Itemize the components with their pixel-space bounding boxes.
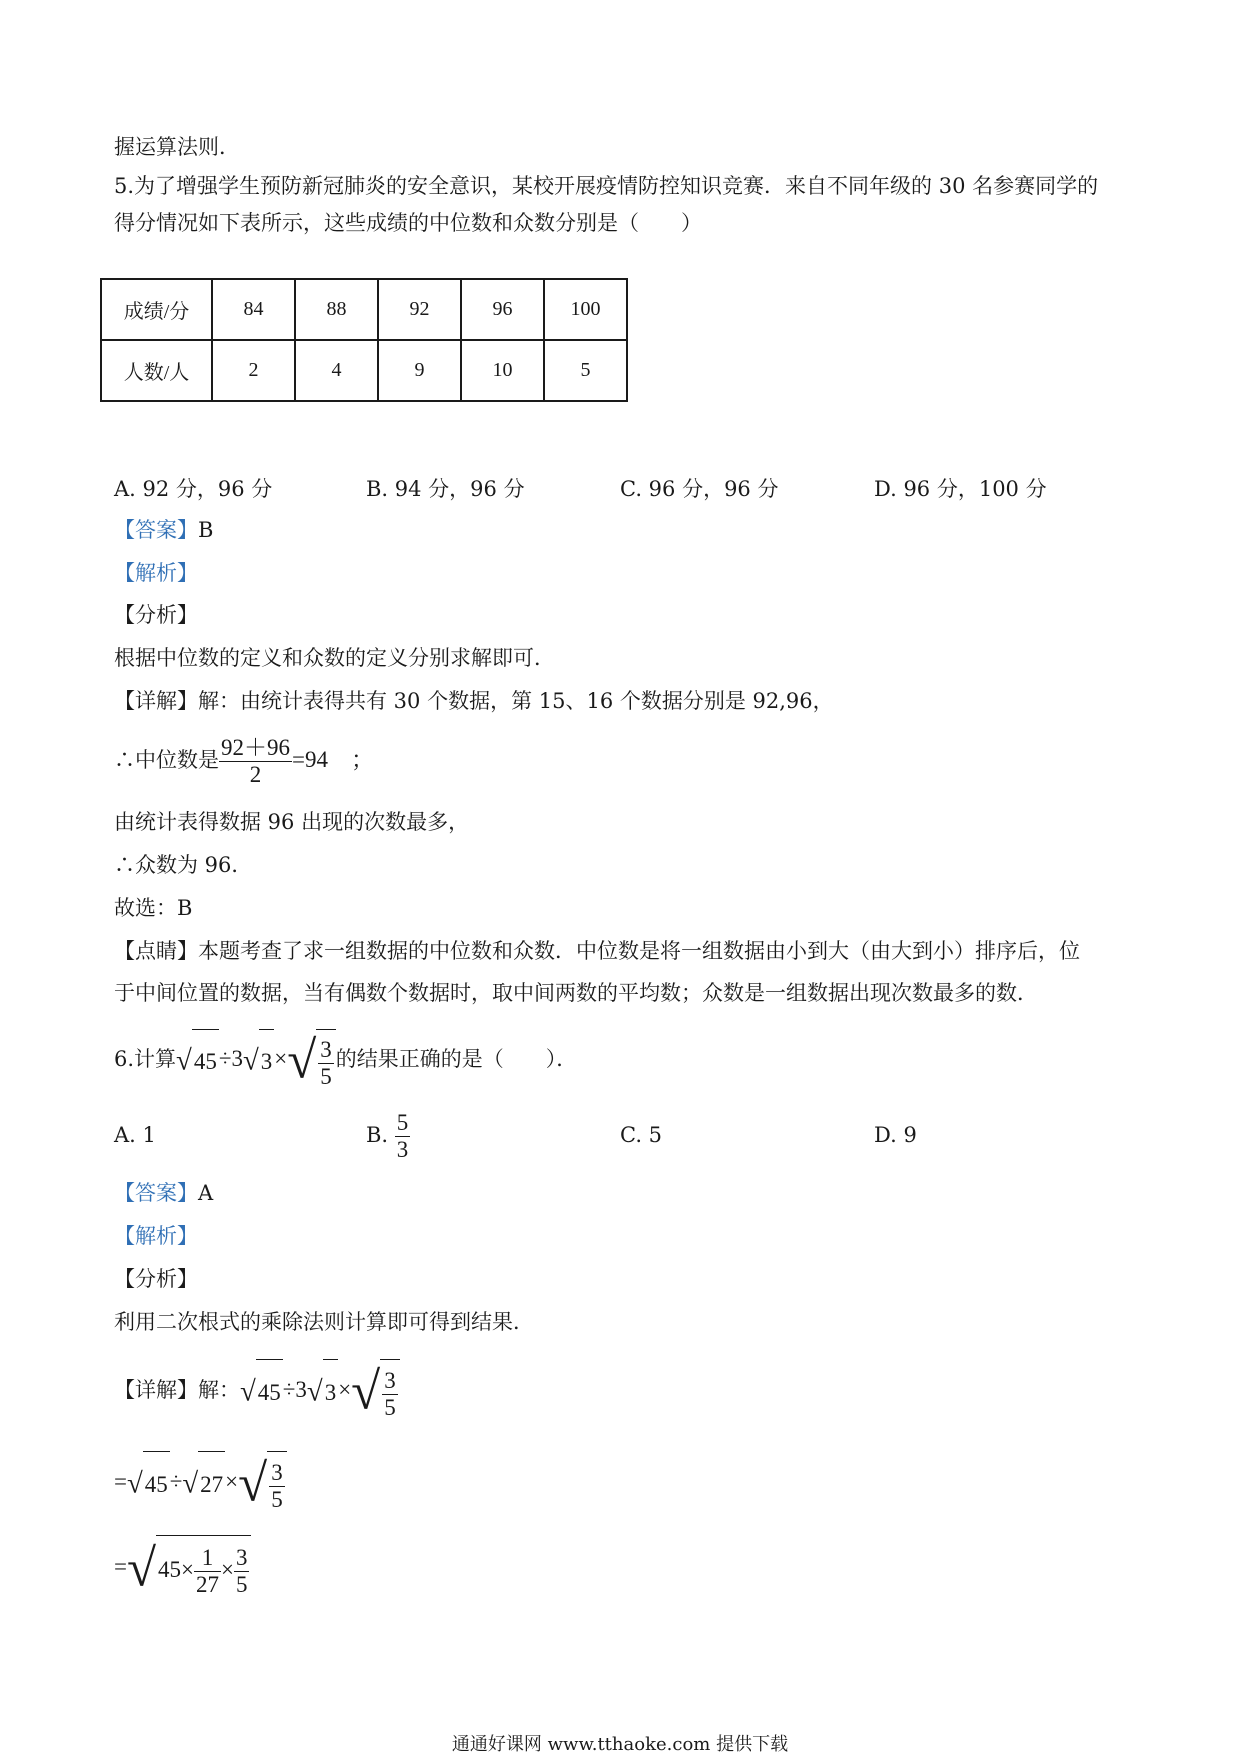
q5-detail: 【详解】解：由统计表得共有 30 个数据，第 15、16 个数据分别是 92,96， bbox=[114, 689, 834, 713]
q5-choice-a: A. 92 分，96 分 bbox=[114, 477, 273, 501]
q5-answer bbox=[114, 515, 213, 545]
sqrt-3 bbox=[307, 1358, 338, 1425]
radical-icon: √ bbox=[287, 1031, 317, 1090]
radical-icon: √ bbox=[126, 1468, 143, 1501]
detail-expression bbox=[240, 1362, 400, 1421]
table-cell: 4 bbox=[295, 340, 378, 401]
answer-value: A bbox=[198, 1181, 214, 1205]
q6-expression bbox=[176, 1031, 336, 1090]
operator: ÷ bbox=[218, 1046, 232, 1071]
equals: = bbox=[114, 1469, 127, 1494]
answer-tag: 【答案】 bbox=[114, 518, 198, 542]
sqrt-45 bbox=[127, 1450, 170, 1517]
operator: × bbox=[221, 1557, 234, 1583]
radical-icon: √ bbox=[240, 1376, 256, 1409]
score-table bbox=[100, 278, 628, 402]
q6-choice-b bbox=[366, 1102, 410, 1168]
radical-icon: √ bbox=[238, 1454, 268, 1513]
table-cell: 9 bbox=[378, 340, 461, 401]
coefficient: 3 bbox=[295, 1377, 307, 1402]
q6-fenxi-text: 利用二次根式的乘除法则计算即可得到结果． bbox=[114, 1310, 534, 1334]
sqrt-fraction bbox=[238, 1450, 287, 1517]
fraction-numerator: 3 bbox=[234, 1545, 250, 1572]
q5-choice-b: B. 94 分，96 分 bbox=[366, 477, 525, 501]
q5-stem-line2: 得分情况如下表所示，这些成绩的中位数和众数分别是（ ） bbox=[114, 211, 702, 235]
q5-fenxi-text: 根据中位数的定义和众数的定义分别求解即可． bbox=[114, 646, 555, 670]
median-prefix: ∴中位数是 bbox=[114, 748, 219, 772]
fraction-denominator: 27 bbox=[196, 1572, 219, 1598]
detail-prefix: 【详解】解： bbox=[114, 1378, 240, 1402]
operator: ÷ bbox=[169, 1469, 183, 1494]
radical-icon: √ bbox=[182, 1468, 199, 1501]
q5-choice-d: D. 96 分，100 分 bbox=[874, 477, 1047, 501]
table-cell: 2 bbox=[212, 340, 295, 401]
fraction bbox=[234, 1545, 250, 1599]
sqrt-45 bbox=[240, 1358, 283, 1425]
radical-icon: √ bbox=[306, 1376, 323, 1409]
table-cell: 84 bbox=[212, 279, 295, 340]
fraction-denominator: 3 bbox=[396, 1137, 409, 1162]
q6-suffix: 的结果正确的是（ ）． bbox=[335, 1047, 578, 1071]
q5-comment-line1: 【点睛】本题考查了求一组数据的中位数和众数．中位数是将一组数据由小到大（由大到小）排序后，位 bbox=[114, 939, 1080, 963]
radical-icon: √ bbox=[126, 1539, 157, 1598]
page-footer: 通通好课网 www.tthaoke.com 提供下载 bbox=[451, 1734, 789, 1755]
table-cell: 88 bbox=[295, 279, 378, 340]
fraction-denominator: 5 bbox=[271, 1487, 283, 1513]
sqrt-27 bbox=[182, 1450, 225, 1517]
table-cell: 92 bbox=[378, 279, 461, 340]
radicand: 3 bbox=[259, 1029, 275, 1093]
q6-detail-line bbox=[114, 1358, 400, 1422]
fraction-denominator: 2 bbox=[249, 762, 262, 787]
sqrt-3 bbox=[243, 1028, 274, 1093]
q5-select: 故选：B bbox=[114, 896, 193, 920]
radical-icon: √ bbox=[351, 1362, 381, 1421]
fraction bbox=[269, 1460, 285, 1514]
q5-mode-result: ∴众数为 96． bbox=[114, 853, 253, 877]
coefficient: 3 bbox=[231, 1046, 243, 1071]
table-cell: 96 bbox=[461, 279, 544, 340]
median-result: =94 ； bbox=[292, 747, 374, 772]
radicand: 45 bbox=[256, 1359, 283, 1425]
operator: ÷ bbox=[282, 1377, 296, 1402]
sqrt-product bbox=[127, 1534, 252, 1603]
operator: × bbox=[338, 1377, 352, 1402]
fraction-numerator: 92＋96 bbox=[219, 735, 292, 762]
q6-choice-c: C. 5 bbox=[620, 1123, 663, 1147]
equals: = bbox=[114, 1554, 127, 1579]
q5-fenxi-tag: 【分析】 bbox=[114, 603, 198, 627]
radicand: 45 bbox=[192, 1029, 219, 1093]
step-line-2 bbox=[114, 1534, 251, 1600]
choice-label: B. bbox=[366, 1123, 389, 1147]
table-cell: 100 bbox=[544, 279, 627, 340]
fraction-denominator: 5 bbox=[235, 1572, 248, 1598]
table-row bbox=[101, 279, 627, 340]
fraction bbox=[194, 1545, 221, 1599]
radicand: 27 bbox=[198, 1451, 225, 1517]
median-fraction bbox=[219, 735, 292, 789]
fraction-numerator: 5 bbox=[395, 1110, 411, 1137]
radicand: 45 bbox=[143, 1451, 170, 1517]
q5-median-line bbox=[114, 730, 374, 790]
q5-mode-line: 由统计表得数据 96 出现的次数最多， bbox=[114, 810, 470, 834]
q6-fenxi-tag: 【分析】 bbox=[114, 1267, 198, 1291]
fraction-numerator: 1 bbox=[194, 1545, 221, 1572]
factor: 45 bbox=[158, 1557, 182, 1583]
table-cell: 10 bbox=[461, 340, 544, 401]
choice-b-fraction bbox=[395, 1110, 411, 1164]
answer-value: B bbox=[198, 518, 214, 542]
radicand: 3 bbox=[323, 1359, 339, 1425]
operator: × bbox=[225, 1469, 239, 1494]
q6-stem bbox=[114, 1028, 577, 1090]
q6-choice-a: A. 1 bbox=[114, 1123, 156, 1147]
table-cell: 人数/人 bbox=[101, 340, 212, 401]
table-row bbox=[101, 340, 627, 401]
step-line-1 bbox=[114, 1450, 287, 1514]
operator: × bbox=[274, 1046, 288, 1071]
fraction-denominator: 5 bbox=[320, 1064, 332, 1090]
table-cell: 5 bbox=[544, 340, 627, 401]
q6-prefix: 6.计算 bbox=[114, 1047, 177, 1071]
intro-line: 握运算法则． bbox=[114, 135, 240, 159]
q6-answer bbox=[114, 1178, 213, 1208]
q5-stem-line1: 5.为了增强学生预防新冠肺炎的安全意识，某校开展疫情防控知识竞赛．来自不同年级的 30 名参赛同学的 bbox=[114, 174, 1099, 198]
q5-comment-line2: 于中间位置的数据，当有偶数个数据时，取中间两数的平均数；众数是一组数据出现次数最多的数． bbox=[114, 981, 1038, 1005]
radical-icon: √ bbox=[242, 1045, 259, 1078]
table-cell: 成绩/分 bbox=[101, 279, 212, 340]
fraction bbox=[382, 1368, 398, 1422]
sqrt-45 bbox=[176, 1028, 219, 1093]
radical-icon: √ bbox=[176, 1045, 192, 1078]
fraction-numerator: 3 bbox=[318, 1037, 334, 1064]
q6-choice-d: D. 9 bbox=[874, 1123, 917, 1147]
fraction-numerator: 3 bbox=[382, 1368, 398, 1395]
fraction-numerator: 3 bbox=[269, 1460, 285, 1487]
q5-choice-c: C. 96 分，96 分 bbox=[620, 477, 779, 501]
fraction bbox=[318, 1037, 334, 1091]
q5-analysis-tag: 【解析】 bbox=[114, 561, 198, 585]
sqrt-fraction bbox=[351, 1358, 400, 1425]
fraction-denominator: 5 bbox=[384, 1395, 396, 1421]
q6-analysis-tag: 【解析】 bbox=[114, 1224, 198, 1248]
operator: × bbox=[181, 1557, 194, 1583]
answer-tag: 【答案】 bbox=[114, 1181, 198, 1205]
sqrt-fraction bbox=[287, 1028, 336, 1093]
